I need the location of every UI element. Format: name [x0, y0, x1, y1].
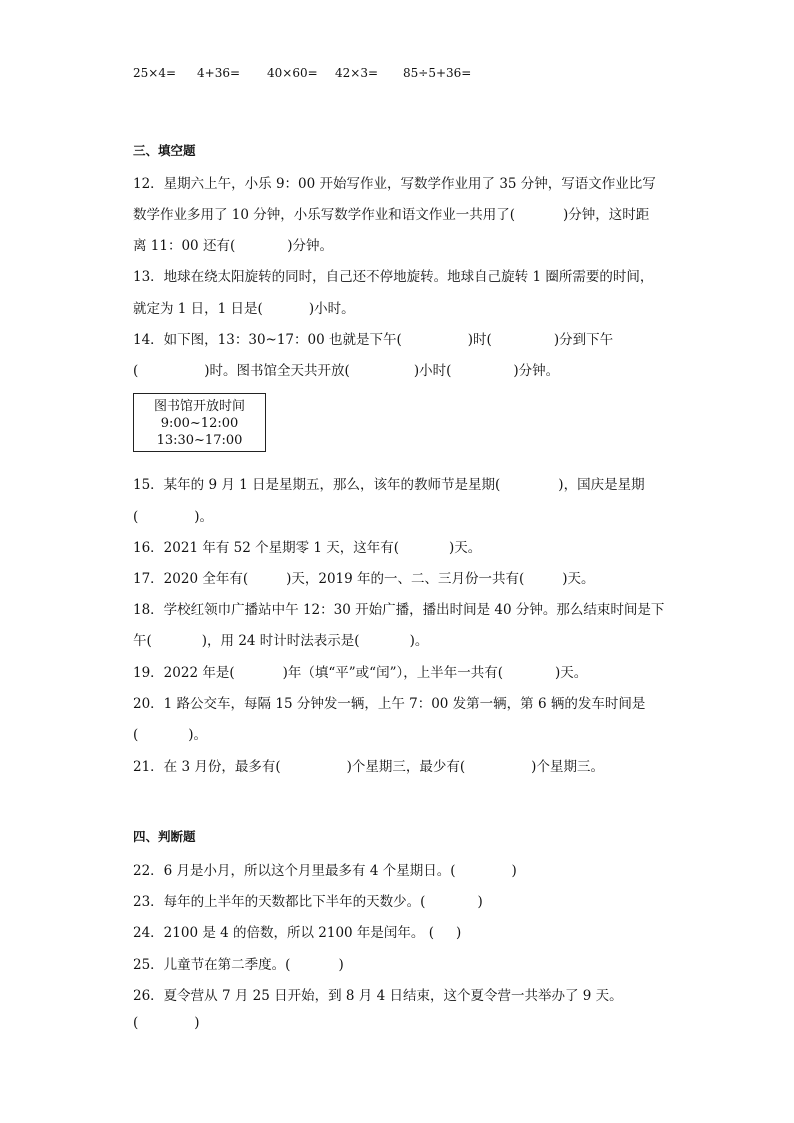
library-hours-morning: 9:00~12:00 [160, 416, 239, 431]
question-15-line2 [133, 505, 213, 525]
calc-item: 4+36= [197, 66, 241, 80]
question-26-line2 [133, 1015, 200, 1031]
question-text: ) [477, 894, 483, 910]
question-text: 17．2020 全年有( [133, 571, 249, 587]
question-12-line1: 12．星期六上午，小乐 9：00 开始写作业，写数学作业用了 35 分钟，写语文作业比写 [133, 176, 656, 192]
question-text: ( [133, 509, 139, 525]
question-24 [133, 921, 461, 941]
question-text: 21．在 3 月份，最多有( [133, 759, 281, 775]
question-18-line1: 18．学校红领巾广播站中午 12：30 开始广播，播出时间是 40 分钟。那么结束时间是下 [133, 602, 665, 618]
library-hours-box [133, 393, 266, 452]
section-title-fill-blank: 三、填空题 [133, 143, 196, 158]
question-text: 24．2100 是 4 的倍数，所以 2100 年是闰年。 ( [133, 925, 434, 941]
question-text: )个星期三，最少有( [346, 759, 466, 775]
question-text: )，国庆是星期 [558, 477, 645, 493]
question-25 [133, 953, 344, 973]
question-23 [133, 890, 483, 910]
question-text: 14．如下图，13：30~17：00 也就是下午( [133, 332, 402, 348]
question-14-line1 [133, 328, 613, 348]
question-22 [133, 859, 517, 879]
question-text: )分钟。 [287, 238, 333, 254]
question-text: )分到下午 [553, 332, 614, 348]
question-19 [133, 661, 587, 681]
question-text: ( [133, 363, 139, 379]
question-12-line2 [133, 203, 649, 223]
question-text: 19．2022 年是( [133, 665, 235, 681]
question-21 [133, 755, 604, 775]
library-hours-afternoon: 13:30~17:00 [156, 433, 243, 448]
question-text: ( [133, 1015, 139, 1031]
question-text: 23．每年的上半年的天数都比下半年的天数少。( [133, 894, 426, 910]
question-text: )分钟，这时距 [563, 207, 650, 223]
question-text: )天，2019 年的一、二、三月份一共有( [286, 571, 525, 587]
question-text: ) [511, 863, 517, 879]
library-hours-title: 图书馆开放时间 [153, 399, 245, 414]
calc-item: 25×4= [133, 66, 177, 80]
question-text: )小时( [413, 363, 452, 379]
question-16 [133, 536, 481, 556]
question-text: )天。 [449, 540, 482, 556]
question-text: )小时。 [308, 301, 355, 317]
question-text: 就定为 1 日，1 日是( [133, 301, 263, 317]
question-20-line2 [133, 723, 207, 743]
question-text: 15．某年的 9 月 1 日是星期五，那么，该年的教师节是星期( [133, 477, 501, 493]
calc-item: 85÷5+36= [403, 66, 472, 80]
question-text: 16．2021 年有 52 个星期零 1 天，这年有( [133, 540, 400, 556]
calc-item: 40×60= [267, 66, 318, 80]
question-text: ) [456, 925, 462, 941]
question-text: )时。图书馆全天共开放( [204, 363, 350, 379]
question-13-line1: 13．地球在绕太阳旋转的同时，自己还不停地旋转。地球自己旋转 1 圈所需要的时间， [133, 269, 654, 285]
question-text: 22．6 月是小月，所以这个月里最多有 4 个星期日。( [133, 863, 456, 879]
question-text: ) [338, 957, 344, 973]
section-title-true-false: 四、判断题 [133, 829, 196, 844]
question-14-line2 [133, 359, 559, 379]
question-text: )。 [194, 509, 214, 525]
question-text: 数学作业多用了 10 分钟，小乐写数学作业和语文作业一共用了( [133, 207, 516, 223]
question-text: )分钟。 [513, 363, 560, 379]
question-text: 离 11：00 还有( [133, 238, 236, 254]
question-text: 午( [133, 633, 152, 649]
question-text: )。 [409, 633, 429, 649]
question-18-line2 [133, 629, 428, 649]
question-text: )时( [467, 332, 492, 348]
question-13-line2 [133, 297, 355, 317]
question-text: 25．儿童节在第二季度。( [133, 957, 291, 973]
question-26-line1: 26．夏令营从 7 月 25 日开始，到 8 月 4 日结束，这个夏令营一共举办了 9 天。 [133, 988, 623, 1004]
calc-item: 42×3= [335, 66, 379, 80]
question-text: ( [133, 727, 139, 743]
question-20-line1: 20．1 路公交车，每隔 15 分钟发一辆，上午 7：00 发第一辆，第 6 辆的发车时间是 [133, 696, 646, 712]
question-text: ) [194, 1015, 200, 1031]
question-text: )个星期三。 [531, 759, 604, 775]
question-15-line1 [133, 473, 645, 493]
question-text: )天。 [562, 571, 595, 587]
question-text: )天。 [554, 665, 588, 681]
question-text: )年（填“平”或“闰”），上半年一共有( [282, 665, 503, 681]
question-text: )，用 24 时计时法表示是( [201, 633, 360, 649]
question-text: )。 [188, 727, 208, 743]
question-12-line3 [133, 234, 333, 254]
question-17 [133, 567, 595, 587]
